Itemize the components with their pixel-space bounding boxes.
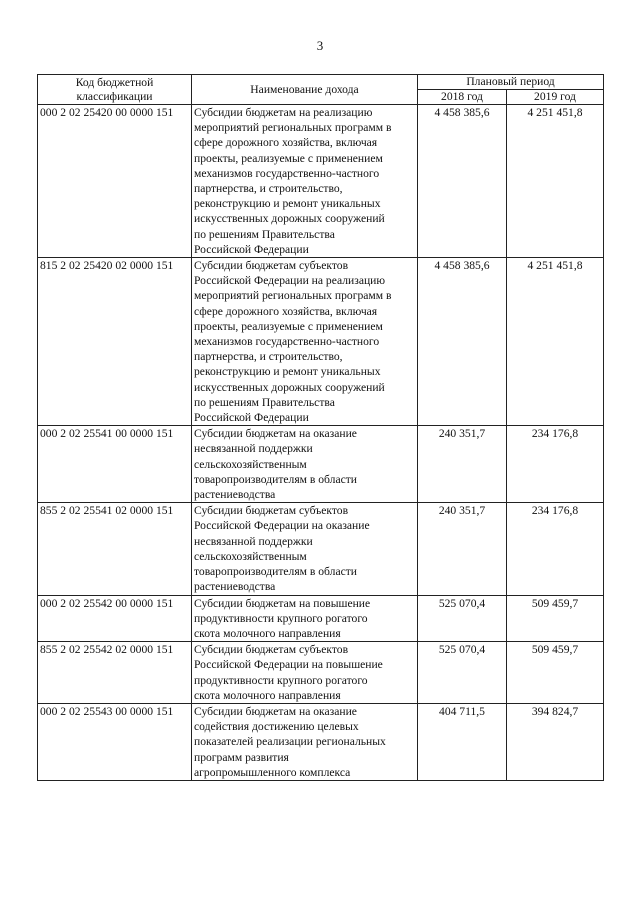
table-row <box>38 503 604 595</box>
income-name-line: несвязанной поддержки <box>194 534 313 548</box>
income-name-line: растениеводства <box>194 580 276 594</box>
income-name-line: по решениям Правительства <box>194 395 335 409</box>
amount-2019-cell: 394 824,7 <box>507 703 604 780</box>
income-name-line: показателей реализации региональных <box>194 735 386 749</box>
budget-code-cell: 000 2 02 25420 00 0000 151 <box>38 105 192 258</box>
income-name-line: продуктивности крупного рогатого <box>194 673 368 687</box>
income-name-line: товаропроизводителям в области <box>194 565 358 579</box>
amount-2019-cell: 4 251 451,8 <box>507 105 604 258</box>
table-row <box>38 703 604 780</box>
income-name-line: Субсидии бюджетам на оказание <box>194 427 357 441</box>
budget-code-cell: 855 2 02 25541 02 0000 151 <box>38 503 192 595</box>
income-name-cell <box>192 258 418 426</box>
header-year-2019: 2019 год <box>507 90 604 105</box>
income-name-line: Субсидии бюджетам на повышение <box>194 596 371 610</box>
header-code-line: классификации <box>76 89 153 103</box>
income-name-line: сельскохозяйственным <box>194 457 307 471</box>
income-name-line: мероприятий региональных программ в <box>194 121 392 135</box>
budget-code-cell: 000 2 02 25541 00 0000 151 <box>38 426 192 503</box>
income-name-line: сфере дорожного хозяйства, включая <box>194 304 378 318</box>
income-name-line: партнерства, и строительство, <box>194 350 343 364</box>
header-name: Наименование дохода <box>192 75 418 105</box>
income-name-line: искусственных дорожных сооружений <box>194 212 385 226</box>
amount-2019-cell: 509 459,7 <box>507 642 604 704</box>
table-row <box>38 258 604 426</box>
income-name-line: Российской Федерации <box>194 242 309 256</box>
budget-code-cell: 815 2 02 25420 02 0000 151 <box>38 258 192 426</box>
header-code-line: Код бюджетной <box>75 75 154 89</box>
income-name-line: Российской Федерации на повышение <box>194 658 383 672</box>
budget-code-cell: 855 2 02 25542 02 0000 151 <box>38 642 192 704</box>
income-name-line: искусственных дорожных сооружений <box>194 380 385 394</box>
income-name-line: агропромышленного комплекса <box>194 765 351 779</box>
table-row <box>38 642 604 704</box>
income-name-line: проекты, реализуемые с применением <box>194 319 383 333</box>
income-name-line: программ развития <box>194 750 289 764</box>
table-body <box>38 105 604 781</box>
table-row <box>38 595 604 642</box>
amount-2019-cell: 509 459,7 <box>507 595 604 642</box>
amount-2018-cell: 4 458 385,6 <box>418 105 507 258</box>
amount-2019-cell: 4 251 451,8 <box>507 258 604 426</box>
income-name-line: проекты, реализуемые с применением <box>194 151 383 165</box>
income-name-cell <box>192 426 418 503</box>
budget-code-cell: 000 2 02 25542 00 0000 151 <box>38 595 192 642</box>
page-number: 3 <box>316 38 324 53</box>
header-year-2018: 2018 год <box>418 90 507 105</box>
income-name-cell <box>192 703 418 780</box>
amount-2019-cell: 234 176,8 <box>507 426 604 503</box>
table-row <box>38 105 604 258</box>
income-name-cell <box>192 105 418 258</box>
income-name-line: скота молочного направления <box>194 626 341 640</box>
income-name-line: Субсидии бюджетам на реализацию <box>194 106 373 119</box>
amount-2018-cell: 404 711,5 <box>418 703 507 780</box>
income-name-line: товаропроизводителям в области <box>194 472 358 486</box>
amount-2018-cell: 4 458 385,6 <box>418 258 507 426</box>
income-name-line: Российской Федерации <box>194 411 309 425</box>
amount-2019-cell: 234 176,8 <box>507 503 604 595</box>
income-name-line: сфере дорожного хозяйства, включая <box>194 136 378 150</box>
income-name-line: механизмов государственно-частного <box>194 166 380 180</box>
budget-code-cell: 000 2 02 25543 00 0000 151 <box>38 703 192 780</box>
income-name-line: продуктивности крупного рогатого <box>194 611 368 625</box>
income-name-cell <box>192 595 418 642</box>
income-name-line: Субсидии бюджетам на оказание <box>194 704 357 718</box>
income-name-cell <box>192 642 418 704</box>
amount-2018-cell: 240 351,7 <box>418 426 507 503</box>
income-name-line: Российской Федерации на оказание <box>194 519 370 533</box>
income-name-line: несвязанной поддержки <box>194 442 313 456</box>
header-row <box>38 75 604 90</box>
income-name-line: по решениям Правительства <box>194 227 335 241</box>
income-name-line: содействия достижению целевых <box>194 720 359 734</box>
income-name-line: реконструкцию и ремонт уникальных <box>194 197 381 211</box>
income-name-line: скота молочного направления <box>194 688 341 702</box>
income-name-cell <box>192 503 418 595</box>
income-name-line: Субсидии бюджетам субъектов <box>194 643 349 657</box>
amount-2018-cell: 525 070,4 <box>418 595 507 642</box>
amount-2018-cell: 525 070,4 <box>418 642 507 704</box>
income-name-line: Российской Федерации на реализацию <box>194 274 386 288</box>
income-name-line: реконструкцию и ремонт уникальных <box>194 365 381 379</box>
income-name-line: мероприятий региональных программ в <box>194 289 392 303</box>
header-period: Плановый период <box>418 75 604 90</box>
income-name-line: растениеводства <box>194 488 276 502</box>
budget-table <box>37 74 604 781</box>
income-name-line: партнерства, и строительство, <box>194 182 343 196</box>
amount-2018-cell: 240 351,7 <box>418 503 507 595</box>
income-name-line: сельскохозяйственным <box>194 549 307 563</box>
income-name-line: Субсидии бюджетам субъектов <box>194 259 349 273</box>
table-row <box>38 426 604 503</box>
income-name-line: Субсидии бюджетам субъектов <box>194 504 349 518</box>
income-name-line: механизмов государственно-частного <box>194 335 380 349</box>
header-code <box>38 75 192 105</box>
